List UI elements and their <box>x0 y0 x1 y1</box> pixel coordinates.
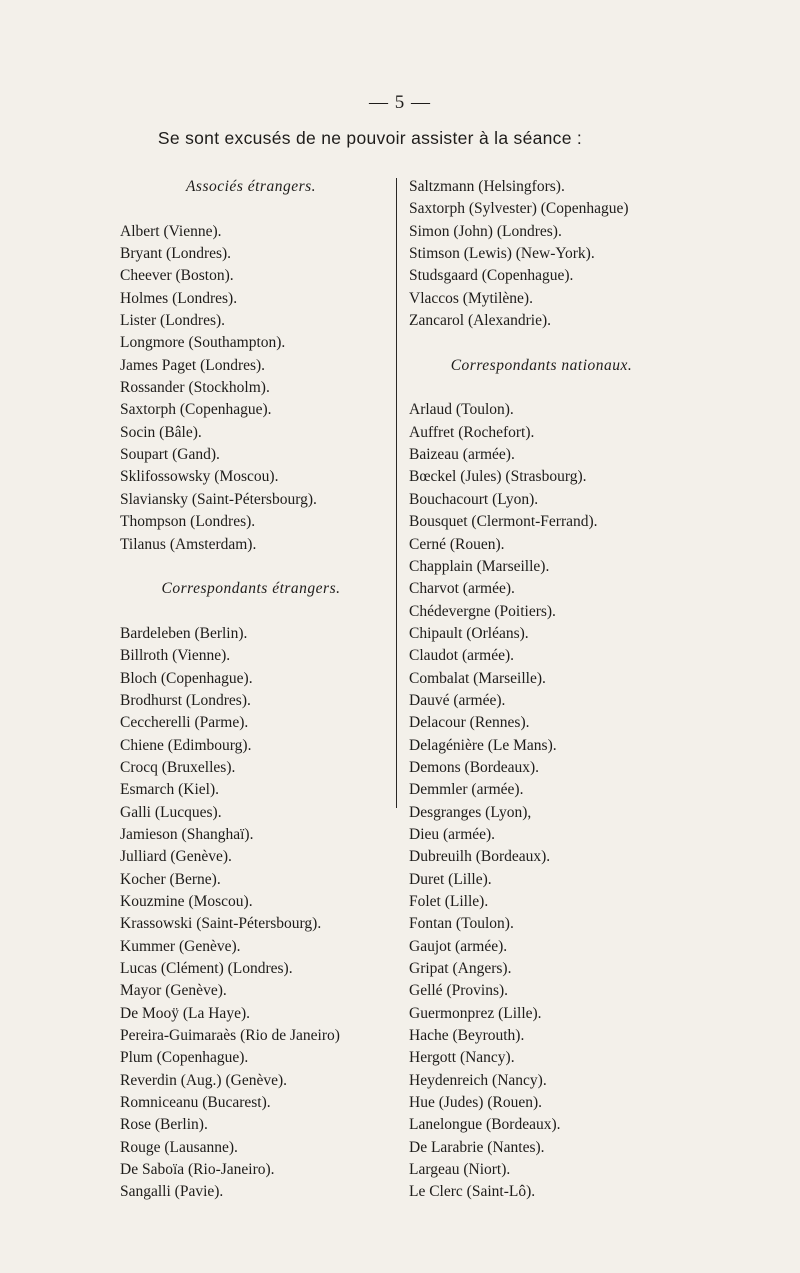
list-item: De Larabrie (Nantes). <box>409 1138 545 1156</box>
list-item: Kouzmine (Moscou). <box>120 893 253 910</box>
column-divider <box>396 178 397 808</box>
list-item: Dauvé (armée). <box>409 691 506 709</box>
list-item: Cheever (Boston). <box>120 267 234 285</box>
list-item: Kummer (Genève). <box>120 937 241 955</box>
list-item: Billroth (Vienne). <box>120 647 231 665</box>
list-item: Rossander (Stockholm). <box>120 379 270 397</box>
list-item: Rouge (Lausanne). <box>120 1138 238 1156</box>
list-item: De Saboïa (Rio-Janeiro). <box>120 1161 275 1179</box>
list-item: Demons (Bordeaux). <box>409 758 539 776</box>
list-item: Largeau (Niort). <box>409 1161 511 1179</box>
list-item: Bardeleben (Berlin). <box>120 624 248 642</box>
list-item: Demmler (armée). <box>409 781 524 799</box>
list-item: Cerné (Rouen). <box>409 535 505 553</box>
list-item: Saxtorph (Copenhague). <box>120 401 272 419</box>
list-item: Stimson (Lewis) (New-York). <box>409 245 595 263</box>
spacer <box>120 198 382 220</box>
list-item: Pereira-Guimaraès (Rio de Janeiro) <box>120 1027 340 1045</box>
list-item: Chiene (Edimbourg). <box>120 736 252 754</box>
list-item: Gellé (Provins). <box>409 982 509 1000</box>
list-item: Delacour (Rennes). <box>409 714 530 732</box>
list-item: Mayor (Genève). <box>120 982 227 1000</box>
list-item: James Paget (Londres). <box>120 356 266 374</box>
list-item: Saltzmann (Helsingfors). <box>409 178 565 195</box>
list-correspondants-etrangers <box>120 623 382 1204</box>
list-item: Socin (Bâle). <box>120 423 202 441</box>
list-item: Desgranges (Lyon), <box>409 803 532 821</box>
list-item: Arlaud (Toulon). <box>409 401 514 419</box>
list-item: Plum (Copenhague). <box>120 1049 249 1067</box>
spacer <box>409 377 674 399</box>
list-item: Slaviansky (Saint-Pétersbourg). <box>120 490 317 508</box>
list-item: Julliard (Genève). <box>120 848 232 866</box>
list-item: Krassowski (Saint-Pétersbourg). <box>120 915 322 933</box>
list-item: Hue (Judes) (Rouen). <box>409 1094 543 1112</box>
list-item: Rose (Berlin). <box>120 1116 208 1134</box>
list-item: Romniceanu (Bucarest). <box>120 1094 271 1112</box>
list-item: Chapplain (Marseille). <box>409 557 550 575</box>
list-item: Claudot (armée). <box>409 647 515 665</box>
right-column <box>409 176 674 1204</box>
list-item: Albert (Vienne). <box>120 222 222 240</box>
list-item: Delagénière (Le Mans). <box>409 736 557 754</box>
spacer <box>120 601 382 623</box>
section-heading-associes-etrangers: Associés étrangers. <box>185 178 317 195</box>
list-item: Holmes (Londres). <box>120 289 238 307</box>
list-item: Hergott (Nancy). <box>409 1049 515 1067</box>
section-heading-correspondants-nationaux: Correspondants nationaux. <box>450 356 633 374</box>
list-item: Ceccherelli (Parme). <box>120 714 249 732</box>
list-item: Heydenreich (Nancy). <box>409 1071 547 1089</box>
list-item: Lanelongue (Bordeaux). <box>409 1116 561 1134</box>
list-item: Longmore (Southampton). <box>120 334 286 352</box>
list-item: Bryant (Londres). <box>120 245 232 263</box>
list-item: Sangalli (Pavie). <box>120 1183 224 1201</box>
list-item: Sklifossowsky (Moscou). <box>120 468 279 486</box>
list-item: Fontan (Toulon). <box>409 915 514 933</box>
section-heading-correspondants-etrangers: Correspondants étrangers. <box>161 580 341 598</box>
list-item: Dubreuilh (Bordeaux). <box>409 848 551 866</box>
list-item: Bouchacourt (Lyon). <box>409 490 539 508</box>
list-item: Folet (Lille). <box>409 893 489 910</box>
list-item: Duret (Lille). <box>409 870 492 888</box>
list-item: Bœckel (Jules) (Strasbourg). <box>409 468 587 486</box>
list-item: Soupart (Gand). <box>120 446 220 464</box>
list-item: Hache (Beyrouth). <box>409 1027 525 1045</box>
list-item: Charvot (armée). <box>409 580 515 598</box>
list-item: Saxtorph (Sylvester) (Copenhague) <box>409 200 629 218</box>
list-item: Gaujot (armée). <box>409 937 508 955</box>
list-item: Bousquet (Clermont-Ferrand). <box>409 513 598 531</box>
spacer <box>409 332 674 354</box>
left-column <box>120 176 382 1204</box>
list-item: Dieu (armée). <box>409 825 496 843</box>
list-item: Baizeau (armée). <box>409 446 515 464</box>
list-item: Esmarch (Kiel). <box>120 781 219 799</box>
list-item: Kocher (Berne). <box>120 870 221 888</box>
page-subtitle: Se sont excusés de ne pouvoir assister à la séance : <box>157 128 583 148</box>
list-item: Brodhurst (Londres). <box>120 691 251 709</box>
spacer <box>120 556 382 578</box>
list-item: Chédevergne (Poitiers). <box>409 602 556 620</box>
list-item: Galli (Lucques). <box>120 803 222 821</box>
list-item: Guermonprez (Lille). <box>409 1004 542 1022</box>
list-item: Reverdin (Aug.) (Genève). <box>120 1071 287 1089</box>
list-item: Chipault (Orléans). <box>409 624 529 642</box>
list-item: Thompson (Londres). <box>120 513 256 531</box>
list-item: Crocq (Bruxelles). <box>120 758 236 776</box>
list-item: Simon (John) (Londres). <box>409 222 562 240</box>
list-item: Gripat (Angers). <box>409 960 512 978</box>
list-item: Jamieson (Shanghaï). <box>120 825 254 843</box>
list-item: Combalat (Marseille). <box>409 669 546 687</box>
list-item: De Mooÿ (La Haye). <box>120 1004 250 1022</box>
list-item: Le Clerc (Saint-Lô). <box>409 1183 536 1201</box>
list-correspondants-etrangers-continued <box>409 176 674 332</box>
list-correspondants-nationaux <box>409 399 674 1203</box>
list-item: Lucas (Clément) (Londres). <box>120 960 293 978</box>
list-item: Studsgaard (Copenhague). <box>409 267 574 285</box>
list-item: Zancarol (Alexandrie). <box>409 312 552 330</box>
list-item: Vlaccos (Mytilène). <box>409 289 533 307</box>
page-number: — 5 — <box>369 92 431 113</box>
list-item: Bloch (Copenhague). <box>120 669 253 687</box>
list-item: Lister (Londres). <box>120 312 226 330</box>
list-associes-etrangers <box>120 221 382 556</box>
list-item: Auffret (Rochefort). <box>409 423 535 441</box>
list-item: Tilanus (Amsterdam). <box>120 535 257 553</box>
